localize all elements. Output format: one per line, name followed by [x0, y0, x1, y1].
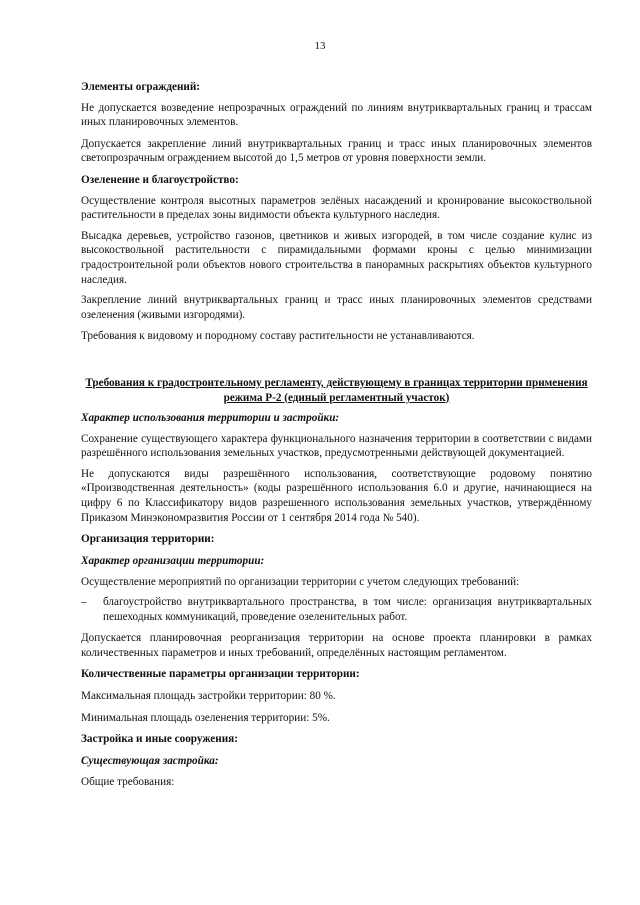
list-item: [81, 595, 592, 624]
heading-land-use: Характер использования территории и застройки:: [81, 412, 340, 425]
list-item-text: благоустройство внутриквартального пространства, в том числе: организация внутриквартальных пешеходных коммуникаций, проведение озеленительных работ.: [103, 596, 592, 623]
paragraph: Максимальная площадь застройки территории: 80 %.: [81, 690, 336, 702]
heading-territory-organization: Организация территории:: [81, 533, 215, 546]
heading-quantitative-params: Количественные параметры организации территории:: [81, 668, 360, 681]
document-body: [81, 80, 592, 790]
paragraph: Не допускается возведение непрозрачных ограждений по линиям внутриквартальных границ и трассам иных планировочных элементов.: [81, 101, 592, 129]
section-title: Требования к градостроительному регламенту, действующему в границах территории применения режима Р-2 (единый регламентный участок): [85, 376, 588, 404]
paragraph: Допускается планировочная реорганизация территории на основе проекта планировки в рамках количественных параметров и иных требований, определённых настоящим регламентом.: [81, 632, 592, 659]
heading-existing-buildings: Существующая застройка:: [81, 754, 219, 767]
heading-buildings: Застройка и иные сооружения:: [81, 733, 238, 746]
paragraph: Не допускаются виды разрешённого использования, соответствующие родовому понятию «Производственная деятельность» (коды разрешённого использования 6.0 и другие, начинающиеся на цифру 6 по Классификатору видов разрешенного использования земельных участков, утверждённому Приказом Минэкономразвития России от 1 сентября 2014 года № 540).: [81, 467, 592, 524]
heading-fences: Элементы ограждений:: [81, 81, 201, 93]
paragraph: Осуществление мероприятий по организации территории с учетом следующих требований:: [81, 576, 520, 589]
paragraph: Требования к видовому и породному составу растительности не устанавливаются.: [81, 330, 475, 343]
paragraph: Закрепление линий внутриквартальных границ и трасс иных планировочных элементов средствами озеленения (живыми изгородями).: [81, 294, 592, 321]
paragraph: Сохранение существующего характера функционального назначения территории в соответствии с видами разрешённого использования земельных участков, предусмотренными действующей документацией.: [81, 432, 592, 460]
bullet-dash: –: [81, 596, 87, 609]
heading-organization-character: Характер организации территории:: [81, 554, 265, 567]
page-number: 13: [314, 40, 326, 52]
paragraph: Осуществление контроля высотных параметров зелёных насаждений и кронирование высокоствольной растительности в пределах зоны видимости объекта культурного наследия.: [81, 194, 592, 222]
heading-landscaping: Озеленение и благоустройство:: [81, 173, 239, 186]
paragraph: Допускается закрепление линий внутриквартальных границ и трасс иных планировочных элементов светопрозрачным ограждением высотой до 1,5 метров от уровня поверхности земли.: [81, 137, 592, 165]
paragraph: Минимальная площадь озеленения территории: 5%.: [81, 711, 330, 724]
paragraph: Высадка деревьев, устройство газонов, цветников и живых изгородей, в том числе создание кулис из высокоствольной растительности с пирамидальными формами кроны с целью минимизации градостроительной роли объектов нового строительства в панорамных раскрытиях объектов культурного наследия.: [81, 229, 592, 286]
paragraph: Общие требования:: [81, 776, 175, 789]
